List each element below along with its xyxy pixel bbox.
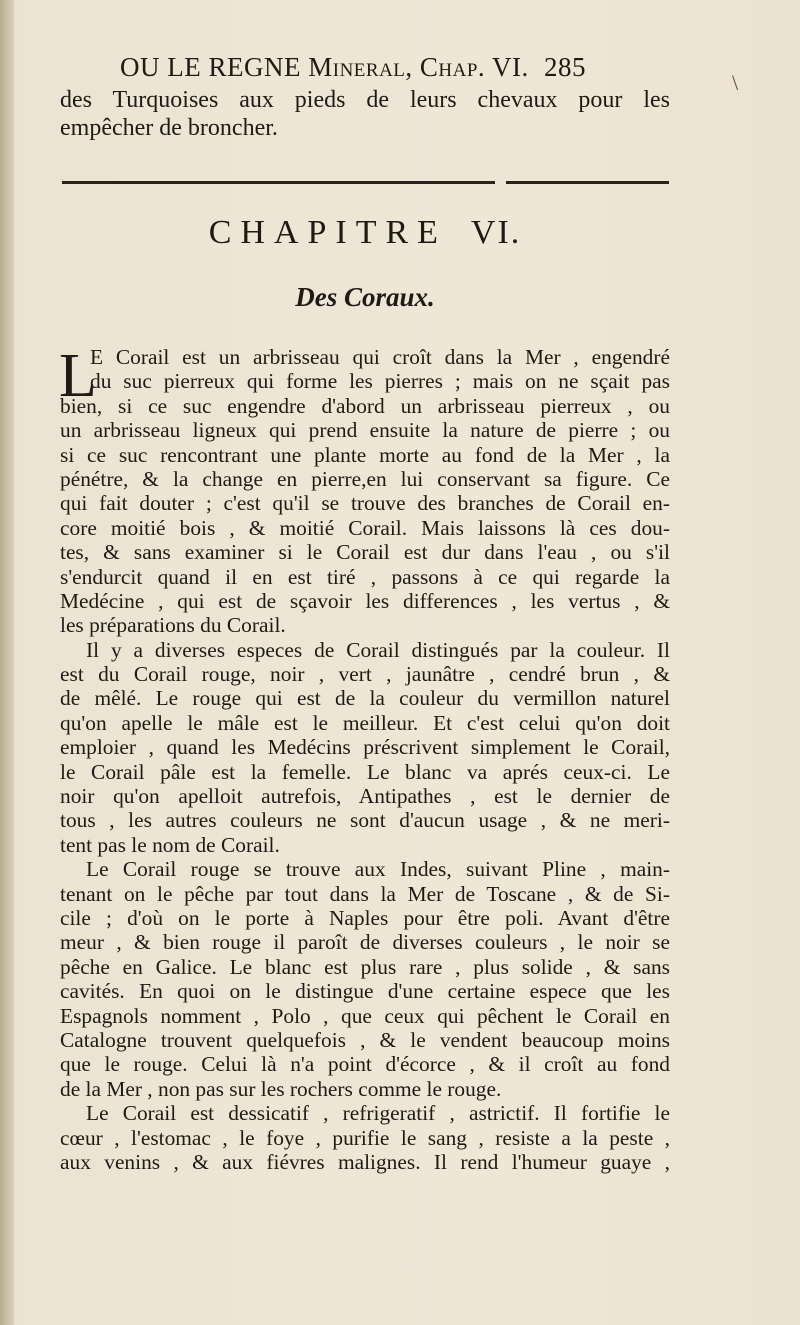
text-line: emploier , quand les Medécins préscrivent simplement le Corail, bbox=[60, 735, 670, 760]
text-line: du suc pierreux qui forme les pierres ; mais on ne sçait pas bbox=[90, 369, 670, 394]
page-number: 285 bbox=[543, 52, 586, 82]
text-line: empêcher de broncher. bbox=[60, 115, 278, 141]
paragraph bbox=[60, 857, 670, 1101]
text-line: tous , les autres couleurs ne sont d'aucun usage , & ne meri- bbox=[60, 808, 670, 833]
text-line: Espagnols nomment , Polo , que ceux qui pêchent le Corail en bbox=[60, 1003, 670, 1028]
ink-mark: \ bbox=[732, 70, 739, 95]
text-line: meur , & bien rouge il paroît de diverses couleurs , le noir se bbox=[60, 930, 670, 955]
header-title-chap: Chap. bbox=[419, 52, 486, 82]
text-line: aux venins , & aux fiévres malignes. Il rend l'humeur guaye , bbox=[60, 1149, 670, 1174]
text-line: si ce suc rencontrant une plante morte au fond de la Mer , la bbox=[60, 442, 670, 467]
text-line: de mêlé. Le rouge qui est de la couleur du vermillon naturel bbox=[60, 686, 670, 711]
text-line: Le Corail est dessicatif , refrigeratif , astrictif. Il fortifie le bbox=[86, 1101, 670, 1126]
text-line: de la Mer , non pas sur les rochers comme le rouge. bbox=[60, 1076, 502, 1101]
text-line: tes, & sans examiner si le Corail est dur dans l'eau , ou s'il bbox=[60, 540, 670, 565]
chapter-subtitle: Des Coraux. bbox=[295, 282, 435, 312]
chapter-word: CHAPITRE bbox=[208, 214, 447, 251]
header-title-left: OU LE REGNE bbox=[120, 52, 301, 82]
text-line: des Turquoises aux pieds de leurs chevaux pour les bbox=[60, 87, 670, 113]
page-spine-shadow bbox=[0, 0, 14, 1325]
header-chapter-roman: VI. bbox=[491, 52, 529, 82]
text-line: que le rouge. Celui là n'a point d'écorce , & il croît au fond bbox=[60, 1052, 670, 1077]
text-line: Medécine , qui est de sçavoir les differences , les vertus , & bbox=[60, 588, 670, 613]
text-line: qui fait douter ; c'est qu'il se trouve des branches de Corail en- bbox=[60, 491, 670, 516]
text-line: bien, si ce suc engendre d'abord un arbrisseau pierreux , ou bbox=[60, 393, 670, 418]
chapter-heading bbox=[60, 214, 670, 252]
text-line: Il y a diverses especes de Corail distingués par la couleur. Il bbox=[86, 637, 670, 662]
text-line: pénétre, & la change en pierre,en lui conservant sa figure. Ce bbox=[60, 466, 670, 491]
divider-rule bbox=[506, 181, 669, 184]
text-line: tent pas le nom de Corail. bbox=[60, 832, 280, 857]
text-line: un arbrisseau ligneux qui prend ensuite la nature de pierre ; ou bbox=[60, 418, 670, 443]
drop-cap: L bbox=[59, 342, 97, 410]
text-line: Le Corail rouge se trouve aux Indes, suivant Pline , main- bbox=[86, 857, 670, 882]
text-line: cile ; d'où on le porte à Naples pour être poli. Avant d'être bbox=[60, 905, 670, 930]
text-line: le Corail pâle est la femelle. Le blanc va aprés ceux-ci. Le bbox=[60, 759, 670, 784]
paragraph bbox=[60, 638, 670, 858]
header-title-mineral: Mineral bbox=[308, 52, 406, 82]
text-line: qu'on apelle le mâle est le meilleur. Et c'est celui qu'on doit bbox=[60, 710, 670, 735]
paragraph bbox=[60, 1101, 670, 1174]
text-line: E Corail est un arbrisseau qui croît dans la Mer , engendré bbox=[90, 345, 670, 369]
continued-text bbox=[60, 86, 670, 142]
paragraph bbox=[59, 342, 670, 638]
divider-rule bbox=[62, 181, 495, 184]
text-line: core moitié bois , & moitié Corail. Mais laissons là ces dou- bbox=[60, 515, 670, 540]
text-line: cavités. En quoi on le distingue d'une certaine espece que les bbox=[60, 979, 670, 1004]
text-line: Catalogne trouvent quelquefois , & le vendent beaucoup moins bbox=[60, 1027, 670, 1052]
text-line: cœur , l'estomac , le foye , purifie le sang , resiste a la peste , bbox=[60, 1125, 670, 1150]
text-line: les préparations du Corail. bbox=[60, 613, 286, 638]
text-line: pêche en Galice. Le blanc est plus rare , plus solide , & sans bbox=[60, 954, 670, 979]
chapter-number: VI. bbox=[470, 214, 522, 251]
text-line: est du Corail rouge, noir , vert , jaunâtre , cendré brun , & bbox=[60, 662, 670, 687]
running-header: OU LE REGNE Mineral, Chap. VI. 285 bbox=[120, 52, 586, 82]
text-line: s'endurcit quand il en est tiré , passons à ce qui regarde la bbox=[60, 564, 670, 589]
text-line: tenant on le pêche par tout dans la Mer de Toscane , & de Si- bbox=[60, 881, 670, 906]
text-line: noir qu'on apelloit autrefois, Antipathes , est le dernier de bbox=[60, 784, 670, 809]
body-text bbox=[59, 342, 670, 1174]
